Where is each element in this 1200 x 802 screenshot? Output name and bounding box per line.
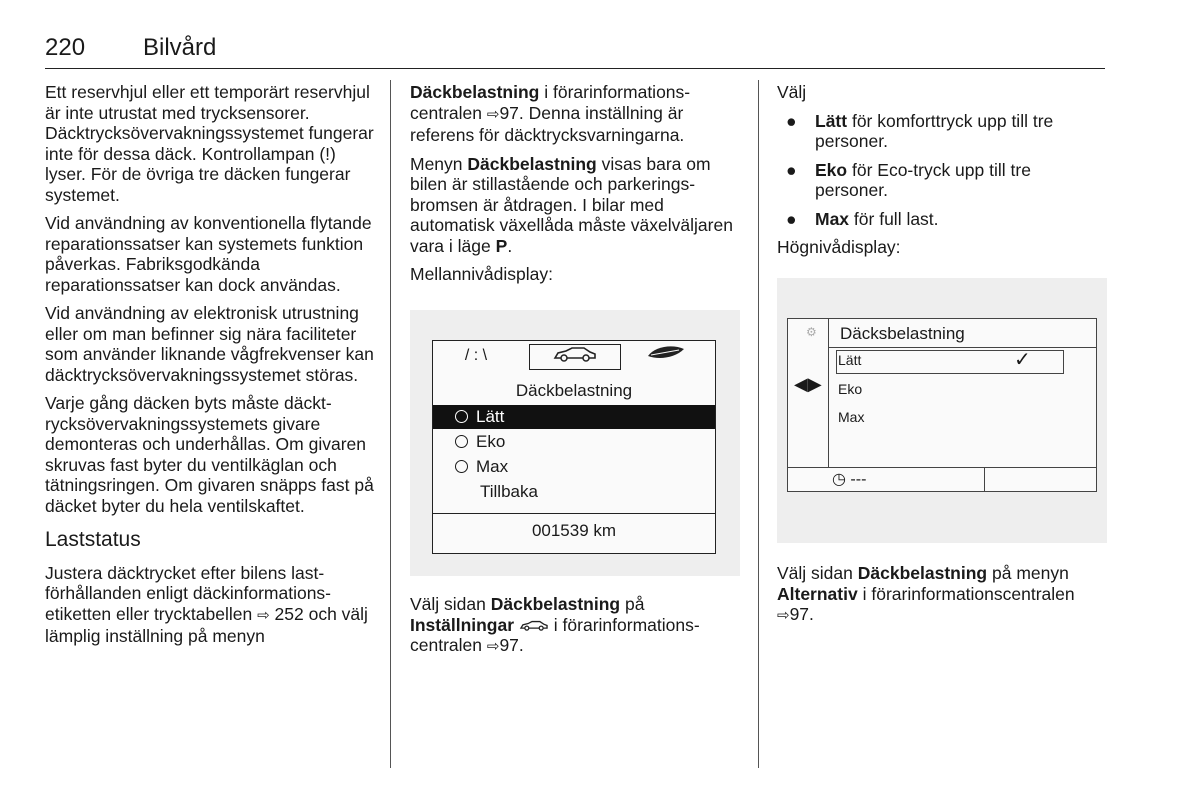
display-label: Högnivådisplay: (777, 237, 901, 257)
menu-option-eco[interactable] (433, 430, 715, 454)
list-item: ● Max för full last. (786, 208, 939, 229)
speedometer-icon: ◷ (832, 471, 846, 488)
column-divider (758, 80, 759, 768)
paragraph: Ett reservhjul eller ett temporärt reservhjul är inte utrustat med trycksensorer. Däcktrycksövervakningssystemet fungerar inte för dessa däck. Kontrollampan (!) lyser. För de övriga tre däcken fungerar systemet. (45, 82, 374, 205)
page-reference-icon: ⇨ (486, 105, 500, 123)
paragraph-text: i förarinformationscentralen (862, 583, 1075, 604)
paragraph-text: visas bara om bilen är stillastående och parkeringsbromsen är åtdragen. I bilar med automatisk växellåda måste växelväljaren vara i läge (410, 153, 733, 256)
page-reference[interactable]: 97 (499, 635, 519, 655)
column-2 (410, 82, 745, 293)
mid-level-display-illustration (410, 310, 740, 576)
display-screen (432, 340, 716, 554)
radio-icon (455, 410, 468, 423)
section-heading: Laststatus (45, 528, 141, 551)
footer-value: --- (850, 471, 867, 488)
column-2-bottom (410, 594, 745, 666)
paragraph-text: Menyn (410, 153, 463, 174)
menu-term: Inställningar (410, 614, 515, 635)
car-icon (519, 619, 549, 632)
column-1 (45, 82, 375, 655)
page-reference-icon: ⇨ (486, 638, 500, 655)
menu-option-back[interactable] (433, 480, 715, 504)
option-label: Lätt (476, 407, 505, 426)
option-label: Max (476, 457, 509, 476)
gear-position: P (495, 235, 508, 256)
menu-term: Däckbelastning (857, 563, 988, 583)
display-tabs (433, 341, 715, 371)
page-reference-icon: ⇨ (257, 606, 270, 624)
paragraph: Varje gång däcken byts måste däcktrycksövervakningssystemets givare demonteras och underhållas. Om givaren skruvas fast byter du ventilkäglan och tätningsringen. Om givaren snäpps fast på däcket byter du hela ventilskaftet. (45, 393, 374, 516)
page-header (45, 30, 1105, 69)
tab-eco-leaf-icon[interactable] (641, 344, 691, 368)
page-reference-icon: ⇨ (777, 607, 790, 624)
list-item-text: för Eco-tryck upp till tre personer. (815, 159, 1031, 200)
menu-option-max[interactable]: Max (838, 409, 865, 425)
paragraph-text: . (507, 235, 513, 256)
paragraph: Vid användning av konventionella flytande reparationssatser kan systemets funktion påverkas. Fabriksgodkända reparationssatser kan dock användas. (45, 213, 372, 295)
status-footer (832, 469, 866, 489)
menu-option-light[interactable]: Lätt (838, 352, 862, 368)
menu-term: Däckbelastning (467, 153, 597, 174)
menu-term: Alternativ (777, 583, 858, 604)
menu-term: Lätt (815, 110, 848, 131)
page-number: 220 (45, 34, 86, 61)
odometer: 001539 km (531, 521, 617, 540)
paragraph: Välj (777, 82, 807, 102)
divider (433, 513, 715, 514)
column-3-bottom (777, 563, 1107, 635)
list-item-text: för komforttryck upp till tre personer. (815, 110, 1054, 151)
list-item: ● Lätt för komforttryck upp till tre personer. (786, 110, 1054, 151)
paragraph-text: Välj sidan (410, 594, 486, 614)
list-item-text: för full last. (853, 208, 939, 229)
column-3 (777, 82, 1107, 266)
menu-term: Däckbelastning (490, 594, 621, 614)
menu-option-eco[interactable]: Eko (838, 381, 863, 397)
list-item: ● Eko för Eco-tryck upp till tre personer. (786, 159, 1031, 200)
radio-icon (455, 435, 468, 448)
paragraph (45, 563, 375, 647)
option-label: Eko (476, 432, 506, 451)
paragraph-text: och välj lämplig inställning på menyn (45, 603, 368, 646)
tab-road-icon[interactable]: / : \ (464, 347, 488, 364)
paragraph (410, 82, 745, 146)
paragraph (410, 154, 745, 257)
paragraph-text: Justera däcktrycket efter bilens lastförhållanden enligt däckinformationsetiketten eller trycktabellen (45, 562, 331, 624)
column-divider (390, 80, 391, 768)
option-label: Tillbaka (480, 482, 538, 501)
paragraph (777, 563, 1107, 627)
paragraph-text: . (809, 604, 814, 624)
display-title: Däckbelastning (515, 381, 633, 400)
settings-icon: ⚙ (806, 325, 817, 339)
radio-icon (455, 460, 468, 473)
display-label: Mellannivådisplay: (410, 264, 553, 284)
menu-term: Eko (815, 159, 848, 180)
paragraph-text: på menyn (992, 563, 1069, 583)
paragraph-text: i förarinformationscentralen (410, 614, 700, 655)
checkmark-icon: ✓ (1014, 349, 1031, 371)
paragraph (410, 594, 745, 658)
menu-term: Max (815, 208, 850, 229)
display-screen (787, 318, 1097, 492)
paragraph-text: . (518, 635, 524, 655)
chapter-title: Bilvård (143, 34, 217, 61)
high-level-display-illustration (777, 278, 1107, 543)
paragraph-text: . Denna inställning är referens för däcktrycksvarningarna. (410, 102, 685, 145)
menu-option-light[interactable] (433, 405, 715, 429)
display-title: Däcksbelastning (840, 324, 965, 343)
car-icon (552, 345, 598, 363)
paragraph: Vid användning av elektronisk utrustning eller om man befinner sig nära faciliteter som använder liknande vågfrekvenser kan däcktrycksövervakningssystemet störas. (45, 303, 374, 385)
left-right-arrows-icon[interactable]: ◀▶ (794, 374, 822, 394)
leaf-icon (645, 344, 687, 362)
tab-car-icon[interactable] (529, 344, 621, 370)
paragraph-text: Välj sidan (777, 563, 853, 583)
menu-option-max[interactable] (433, 455, 715, 479)
paragraph-text: på (625, 594, 645, 614)
page-reference[interactable]: 97 (789, 604, 810, 624)
page-reference[interactable]: 97 (499, 102, 519, 123)
page-reference[interactable]: 252 (274, 603, 304, 624)
paragraph-text: i förarinformationscentralen (410, 82, 691, 123)
menu-term: Däckbelastning (410, 82, 540, 102)
